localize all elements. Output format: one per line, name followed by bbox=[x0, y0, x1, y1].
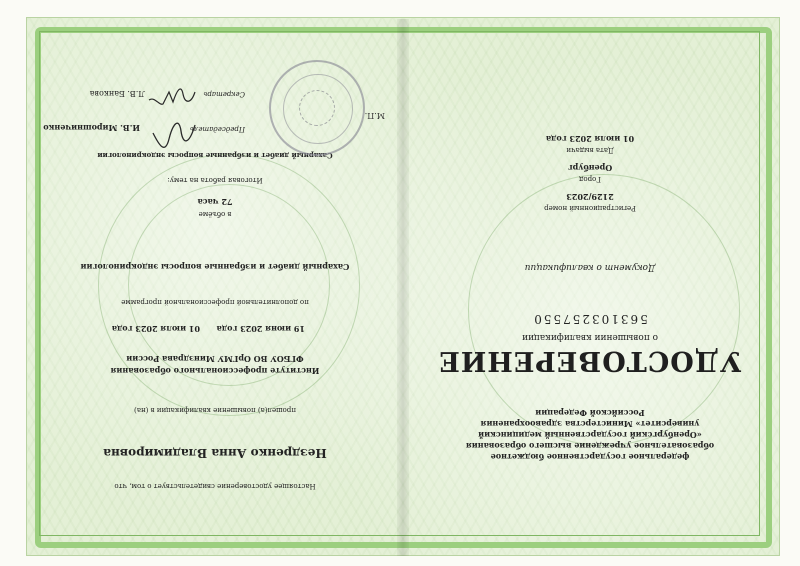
certificate-right-page bbox=[410, 19, 770, 556]
institution-seal bbox=[269, 60, 385, 156]
city-label: Город bbox=[579, 175, 601, 183]
issuer-line: «Оренбургский государственный медицинский bbox=[478, 430, 702, 440]
secretary-label: Секретарь bbox=[203, 90, 245, 98]
recipient-name: Нездренко Анна Владимировна bbox=[103, 446, 327, 460]
program-name: Сахарный диабет и избранные вопросы эндокринологии bbox=[80, 262, 350, 272]
chairman-signature bbox=[149, 119, 199, 149]
issue-date-value: 01 июля 2023 года bbox=[545, 134, 635, 144]
issuer-line: Российской Федерации bbox=[535, 408, 645, 418]
certificate-title: УДОСТОВЕРЕНИЕ bbox=[438, 345, 742, 376]
institute-line: ФГБОУ ВО ОрГМУ Минздрава России bbox=[126, 354, 304, 364]
chairman-label: Председатель bbox=[190, 125, 245, 133]
date-from: 19 июня 2023 года bbox=[216, 324, 305, 334]
secretary-name: Л.В. Банкова bbox=[89, 89, 145, 98]
issuer-line: университет» Министерства здравоохранения bbox=[480, 419, 700, 429]
institute-line: Институте профессионального образования bbox=[110, 366, 320, 376]
registration-label: Регистрационный номер bbox=[544, 204, 636, 212]
passed-text: прошел(а) повышение квалификации в (на) bbox=[134, 406, 296, 414]
document-type: Документ о квалификации bbox=[524, 262, 656, 272]
final-work-label: Итоговая работа на тему: bbox=[167, 176, 263, 184]
final-work-topic: Сахарный диабет и избранные вопросы эндокринологии bbox=[97, 151, 333, 160]
stamp-mp: М.П. bbox=[364, 111, 385, 120]
chairman-name: И.В. Мирошниченко bbox=[43, 123, 140, 133]
volume-value: 72 часа bbox=[197, 197, 233, 207]
registration-number: 2129/2023 bbox=[566, 192, 614, 202]
page-fold bbox=[397, 19, 409, 556]
date-to: 01 июля 2023 года bbox=[111, 324, 200, 334]
certificate-subtitle: о повышении квалификации bbox=[521, 332, 659, 342]
issuer-line: федеральное государственное бюджетное bbox=[490, 452, 690, 462]
certificate-number: 563103257550 bbox=[532, 312, 648, 326]
certificate-left-page bbox=[35, 19, 395, 556]
secretary-signature bbox=[145, 86, 199, 110]
issue-date-label: Дата выдачи bbox=[566, 146, 614, 154]
seal-emblem bbox=[299, 90, 335, 126]
program-text: по дополнительной профессиональной программе bbox=[121, 298, 309, 306]
volume-label: в объёме bbox=[198, 210, 232, 218]
intro-text: Настоящее удостоверение свидетельствует о том, что bbox=[114, 482, 316, 490]
issuer-line: образовательное учреждение высшего образования bbox=[465, 441, 715, 451]
city-value: Оренбург bbox=[567, 163, 613, 173]
